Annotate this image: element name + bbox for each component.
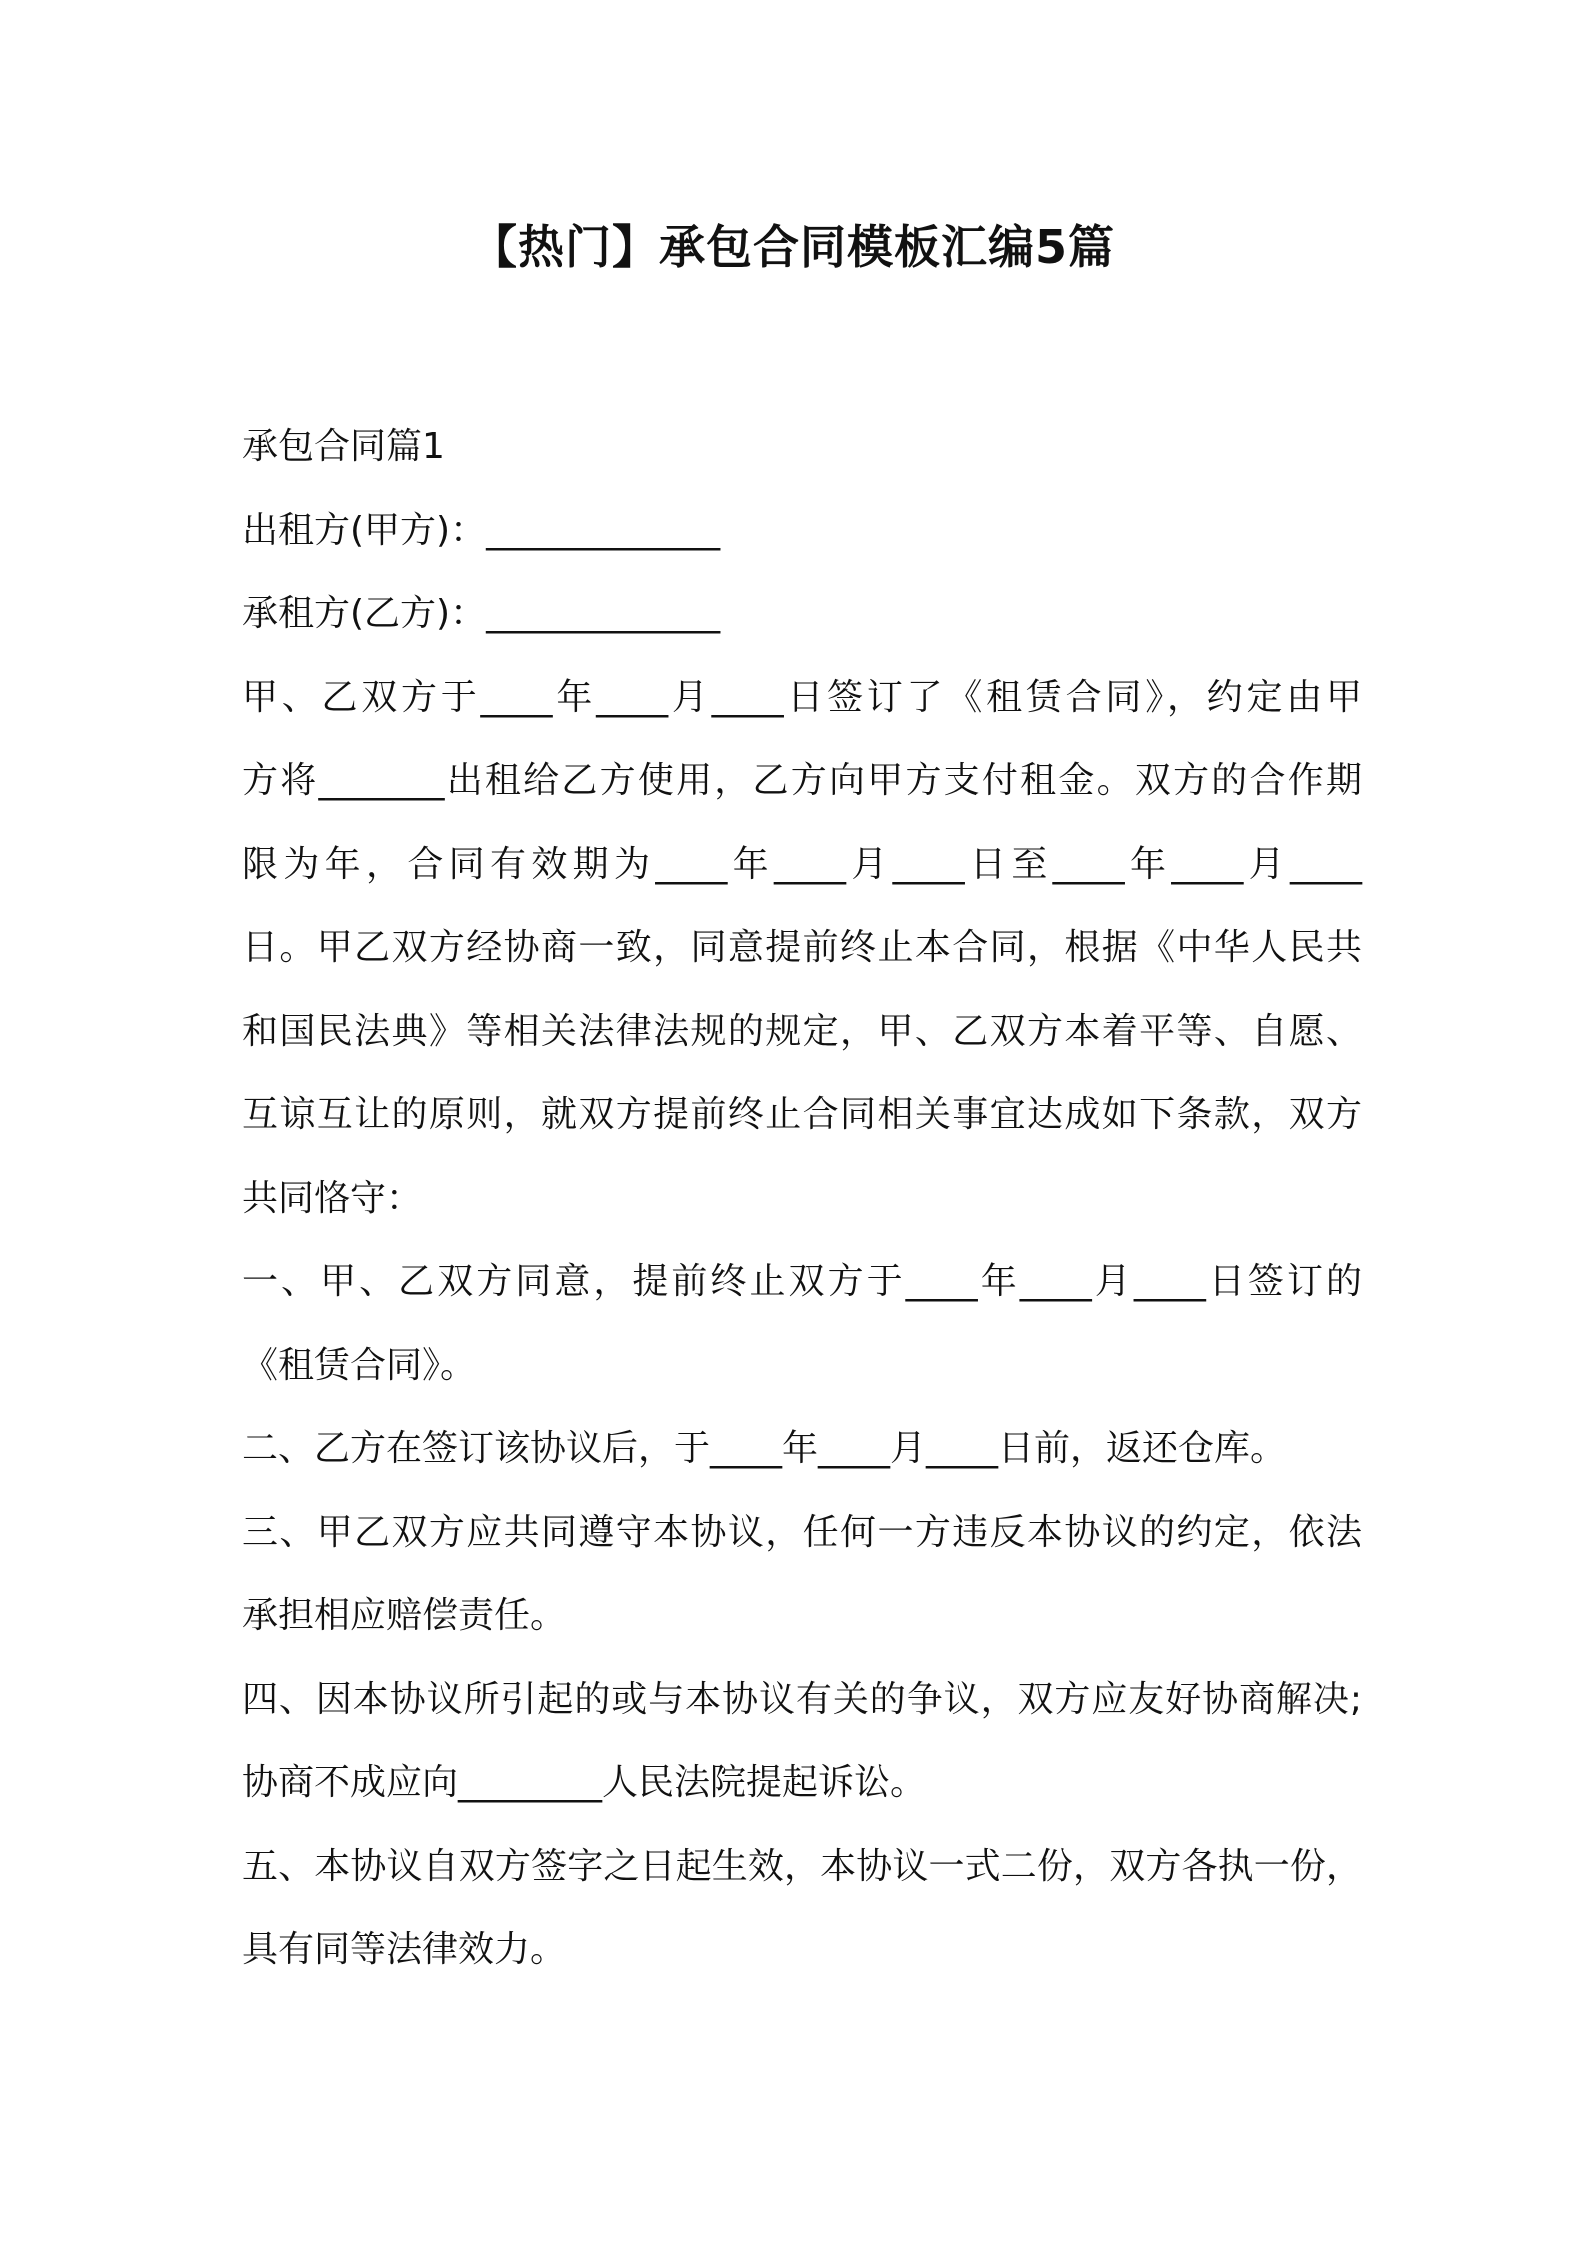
clause-line: 二、乙方在签订该协议后，于____年____月____日前，返还仓库。 <box>242 1428 1287 1469</box>
lessee-line: 承租方(乙方)：_____________ <box>242 593 721 634</box>
clause-line: 一、甲、乙双方同意，提前终止双方于____年____月____日签订的 <box>242 1261 1362 1302</box>
clause-5 <box>242 1825 1362 1992</box>
clause-2 <box>242 1407 1362 1491</box>
document-body <box>242 405 1362 1992</box>
clause-4 <box>242 1658 1362 1825</box>
intro-line: 和国民法典》等相关法律法规的规定，甲、乙双方本着平等、自愿、 <box>242 1010 1362 1052</box>
clause-line: 《租赁合同》。 <box>242 1344 477 1386</box>
clause-line: 五、本协议自双方签字之日起生效，本协议一式二份，双方各执一份， <box>242 1845 1362 1887</box>
clause-3 <box>242 1491 1362 1658</box>
intro-line: 甲、乙双方于____年____月____日签订了《租赁合同》，约定由甲 <box>242 676 1362 718</box>
section-heading: 承包合同篇1 <box>242 426 445 467</box>
clause-line: 协商不成应向________人民法院提起诉讼。 <box>242 1762 927 1803</box>
intro-line: 互谅互让的原则，就双方提前终止合同相关事宜达成如下条款，双方 <box>242 1094 1362 1135</box>
clause-1 <box>242 1240 1362 1407</box>
intro-paragraph <box>242 656 1362 1241</box>
intro-line: 方将_______出租给乙方使用，乙方向甲方支付租金。双方的合作期 <box>242 760 1362 801</box>
document-title: 【热门】承包合同模板汇编5篇 <box>470 220 1115 274</box>
intro-line: 限为年，合同有效期为____年____月____日至____年____月____ <box>242 843 1362 885</box>
intro-line: 日。甲乙双方经协商一致，同意提前终止本合同，根据《中华人民共 <box>242 927 1362 968</box>
intro-line: 共同恪守： <box>242 1177 423 1219</box>
clause-line: 四、因本协议所引起的或与本协议有关的争议，双方应友好协商解决; <box>242 1678 1362 1720</box>
clause-line: 承担相应赔偿责任。 <box>242 1595 567 1636</box>
lessor-line: 出租方(甲方)：_____________ <box>242 509 721 551</box>
clause-line: 具有同等法律效力。 <box>242 1929 567 1970</box>
clause-line: 三、甲乙双方应共同遵守本协议，任何一方违反本协议的约定，依法 <box>242 1511 1362 1553</box>
